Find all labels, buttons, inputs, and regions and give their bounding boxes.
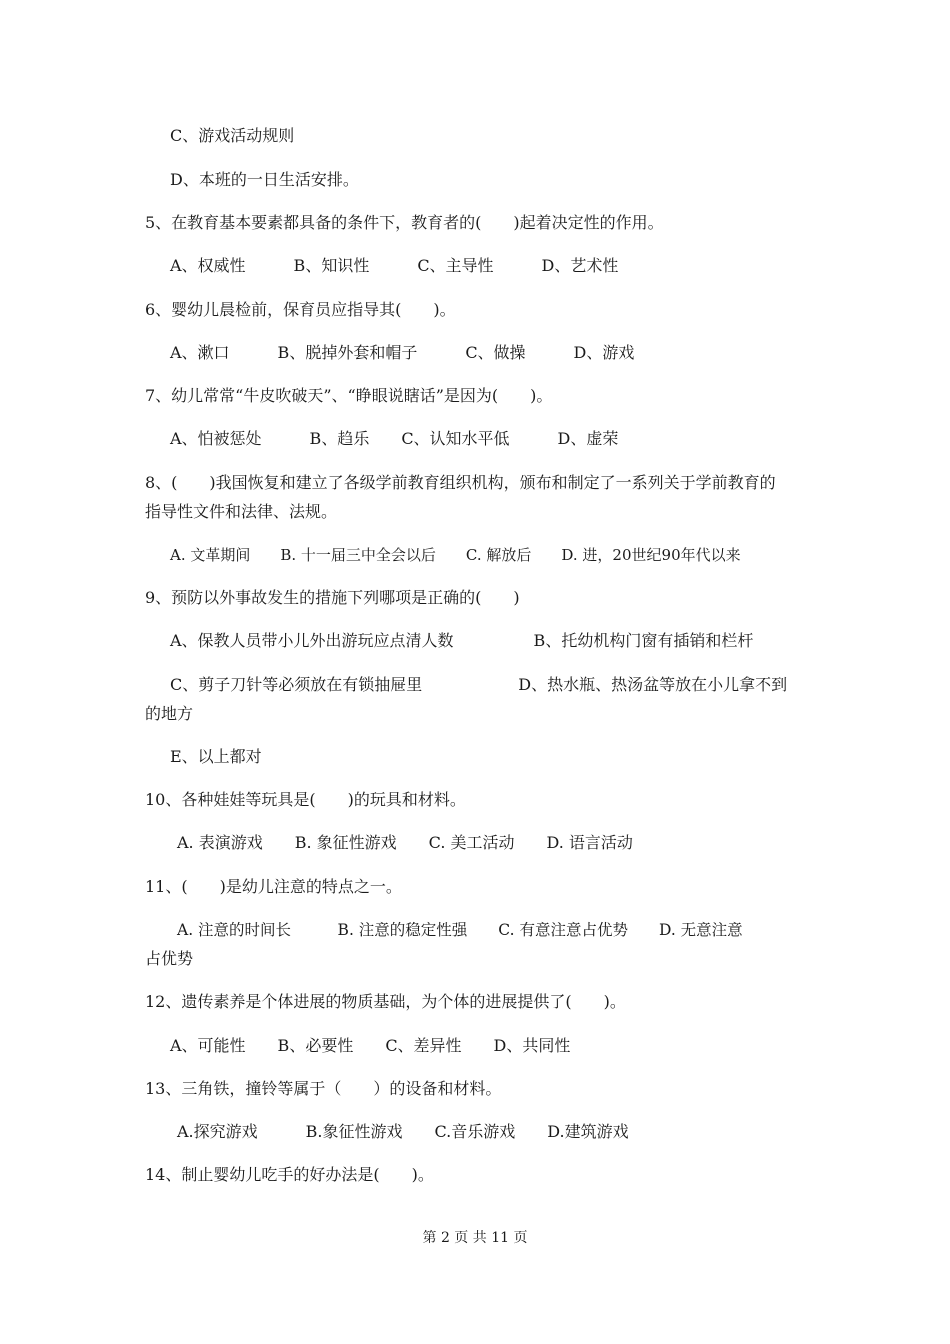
option-d-line: D、本班的一日生活安排。 [170,170,359,189]
question-8: 8、( )我国恢复和建立了各级学前教育组织机构，颁布和制定了一系列关于学前教育的 [145,473,776,492]
question-8-continued: 指导性文件和法律、法规。 [145,502,338,521]
question-13-options: A.探究游戏 B.象征性游戏 C.音乐游戏 D.建筑游戏 [177,1122,629,1141]
question-6: 6、婴幼儿晨检前，保育员应指导其( )。 [145,300,456,319]
question-6-options: A、漱口 B、脱掉外套和帽子 C、做操 D、游戏 [170,343,635,362]
question-11-options: A. 注意的时间长 B. 注意的稳定性强 C. 有意注意占优势 D. 无意注意 [177,921,743,939]
page-footer: 第 2 页 共 11 页 [422,1230,528,1246]
question-8-options: A. 文革期间 B. 十一届三中全会以后 C. 解放后 D. 进，20世纪90年代以来 [170,546,741,564]
question-11-options-continued: 占优势 [145,949,194,968]
question-5-options: A、权威性 B、知识性 C、主导性 D、艺术性 [170,256,619,275]
question-10: 10、各种娃娃等玩具是( )的玩具和材料。 [145,790,466,809]
question-7-options: A、怕被惩处 B、趋乐 C、认知水平低 D、虚荣 [170,429,619,448]
question-9-options-cd-continued: 的地方 [145,704,194,723]
question-9-options-cd: C、剪子刀针等必须放在有锁抽屉里 D、热水瓶、热汤盆等放在小儿拿不到 [170,675,788,694]
question-9: 9、预防以外事故发生的措施下列哪项是正确的( ) [145,588,520,607]
question-13: 13、三角铁，撞铃等属于（ ）的设备和材料。 [145,1079,502,1098]
question-12-options: A、可能性 B、必要性 C、差异性 D、共同性 [170,1036,571,1055]
question-9-option-e: E、以上都对 [170,747,262,766]
question-9-options-ab: A、保教人员带小儿外出游玩应点清人数 B、托幼机构门窗有插销和栏杆 [170,631,754,650]
question-10-options: A. 表演游戏 B. 象征性游戏 C. 美工活动 D. 语言活动 [177,833,633,852]
question-5: 5、在教育基本要素都具备的条件下，教育者的( )起着决定性的作用。 [145,213,664,232]
question-11: 11、( )是幼儿注意的特点之一。 [145,877,402,896]
question-12: 12、遗传素养是个体进展的物质基础，为个体的进展提供了( )。 [145,992,626,1011]
question-7: 7、幼儿常常“牛皮吹破天”、“睁眼说瞎话”是因为( )。 [145,386,553,405]
question-14: 14、制止婴幼儿吃手的好办法是( )。 [145,1165,434,1184]
option-c-line: C、游戏活动规则 [170,126,295,145]
